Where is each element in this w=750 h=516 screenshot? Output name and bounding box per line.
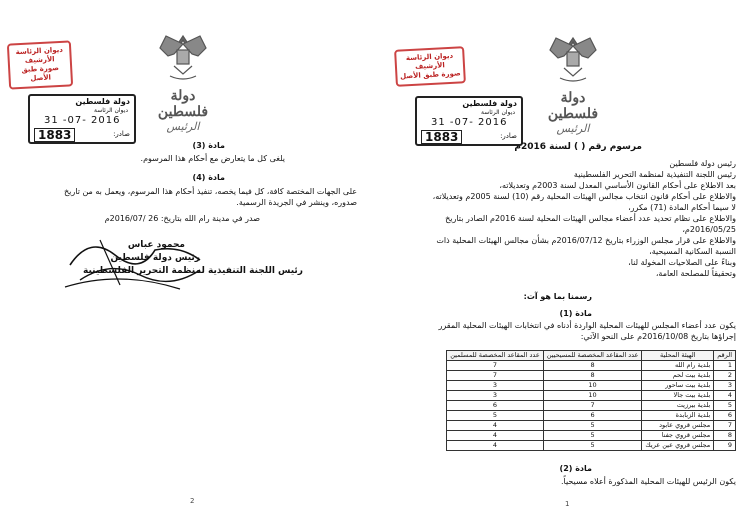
table-cell: 10 <box>543 391 642 401</box>
column-header: الرقم <box>714 351 736 361</box>
article-4-text-line: على الجهات المختصة كافة، كل فيما يخصه، تنفيذ أحكام هذا المرسوم، ويعمل به من تاريخ <box>64 187 357 196</box>
article-4-text-line: صدوره، وينشر في الجريدة الرسمية. <box>236 198 357 207</box>
preamble-line: رئيس دولة فلسطين <box>669 159 736 168</box>
preamble-line: بعد الاطلاع على أحكام القانون الأساسي المعدل لسنة 2003م وتعديلاته، <box>499 181 736 190</box>
preamble-line: والاطلاع على قرار مجلس الوزراء بتاريخ 2016/07/12م بشأن مجالس الهيئات المحلية ذات <box>436 236 736 245</box>
archive-stamp <box>7 40 73 89</box>
table-cell: 2 <box>714 371 736 381</box>
table-cell: 6 <box>447 401 544 411</box>
issued-place-date: صدر في مدينة رام الله بتاريخ: 26 /2016/07م <box>104 214 260 223</box>
table-cell: 3 <box>447 391 544 401</box>
date-stamp-issued-label: صادر: <box>113 130 130 138</box>
column-header: عدد المقاعد المخصصة للمسيحيين <box>543 351 642 361</box>
table-row <box>447 411 736 421</box>
table-cell: 8 <box>543 361 642 371</box>
table-cell: 3 <box>714 381 736 391</box>
table-cell: 9 <box>714 441 736 451</box>
eagle-emblem-icon <box>148 28 218 84</box>
signatory-title-2: رئيس اللجنة التنفيذية لمنظمة التحرير الفلسطينية <box>83 266 303 276</box>
table-cell: 5 <box>447 411 544 421</box>
preamble-line: وبناءً على الصلاحيات المخولة لنا، <box>628 258 736 267</box>
table-cell: 8 <box>714 431 736 441</box>
table-cell: 10 <box>543 381 642 391</box>
table-cell: بلدية بيت ساحور <box>642 381 714 391</box>
table-cell: 7 <box>543 401 642 411</box>
archive-stamp-line: الأرشيف <box>24 55 55 65</box>
preamble-line: لا سيما أحكام المادة (71) مكرر، <box>628 203 736 212</box>
column-header: الهيئة المحلية <box>642 351 714 361</box>
table-row <box>447 371 736 381</box>
table-cell: 6 <box>543 411 642 421</box>
table-cell: 6 <box>714 411 736 421</box>
article-1-text-line: يكون عدد أعضاء المجلس للهيئات المحلية الواردة أدناه في انتخابات الهيئات المحلية المقرر <box>438 321 736 330</box>
eagle-emblem-icon <box>538 30 608 86</box>
state-emblem <box>538 30 608 135</box>
page-number: 1 <box>565 500 570 508</box>
table-cell: 5 <box>714 401 736 411</box>
emblem-subtitle: الرئيس <box>556 122 590 135</box>
table-cell: 1 <box>714 361 736 371</box>
decree-preamble <box>433 158 736 279</box>
decree-opening: رسمنا بما هو آت: <box>523 292 592 301</box>
table-cell: بلدية رام الله <box>642 361 714 371</box>
table-cell: بلدية بيرزيت <box>642 401 714 411</box>
table-cell: 7 <box>447 361 544 371</box>
archive-stamp <box>394 46 466 87</box>
table-cell: 7 <box>714 421 736 431</box>
emblem-title: دولة فلسطين <box>547 90 599 122</box>
date-stamp-state: دولة فلسطين <box>75 97 130 106</box>
table-cell: بلدية الزبابدة <box>642 411 714 421</box>
preamble-line: النسبة السكانية المسيحية، <box>649 247 736 256</box>
archive-stamp-line: ديوان الرئاسة <box>405 51 454 63</box>
article-2-text: يكون الرئيس للهيئات المحلية المذكورة أعلاه مسيحياً. <box>560 477 736 486</box>
table-row <box>447 381 736 391</box>
archive-stamp-line: الأرشيف <box>414 61 446 71</box>
emblem-subtitle: الرئيس <box>166 120 200 133</box>
decree-heading: مرسوم رقم ( ) لسنة 2016م <box>514 142 642 152</box>
table-row <box>447 431 736 441</box>
page-number: 2 <box>190 497 195 505</box>
table-cell: 4 <box>447 441 544 451</box>
table-cell: مجلس قروي جفنا <box>642 431 714 441</box>
date-stamp <box>28 94 136 144</box>
page-1 <box>375 0 750 516</box>
date-stamp-number: 1883 <box>34 128 75 142</box>
date-stamp-office: ديوان الرئاسة <box>481 109 515 116</box>
table-row <box>447 391 736 401</box>
preamble-line: والاطلاع على نظام تحديد عدد أعضاء مجالس الهيئات المحلية لسنة 2016م الصادر بتاريخ <box>445 214 736 223</box>
preamble-line: والاطلاع على أحكام قانون انتخاب مجالس الهيئات المحلية رقم (10) لسنة 2005م وتعديلاته، <box>432 192 736 201</box>
table-row <box>447 401 736 411</box>
table-cell: 5 <box>543 441 642 451</box>
preamble-line: 2016/05/25م، <box>682 225 736 234</box>
article-4-title: مادة (4) <box>192 173 225 182</box>
article-3-title: مادة (3) <box>192 141 225 150</box>
table-cell: 8 <box>543 371 642 381</box>
date-stamp-office: ديوان الرئاسة <box>94 107 128 114</box>
date-stamp-issued-label: صادر: <box>500 132 517 140</box>
table-cell: 4 <box>714 391 736 401</box>
signatory-title-1: رئيس دولة فلسطين <box>110 253 200 263</box>
table-cell: مجلس قروي عين عريك <box>642 441 714 451</box>
table-cell: بلدية بيت جالا <box>642 391 714 401</box>
emblem-title: دولة فلسطين <box>157 88 209 120</box>
article-1-title: مادة (1) <box>559 309 592 318</box>
column-header: عدد المقاعد المخصصة للمسلمين <box>447 351 544 361</box>
table-cell: 7 <box>447 371 544 381</box>
table-cell: 4 <box>447 431 544 441</box>
preamble-line: وتحقيقاً للمصلحة العامة، <box>655 269 736 278</box>
date-stamp-date: 31 -07- 2016 <box>431 117 508 128</box>
table-cell: 3 <box>447 381 544 391</box>
seats-allocation-table <box>446 350 736 451</box>
article-2-title: مادة (2) <box>559 464 592 473</box>
table-cell: 4 <box>447 421 544 431</box>
table-row <box>447 361 736 371</box>
article-3-text: يلغى كل ما يتعارض مع أحكام هذا المرسوم. <box>140 154 285 163</box>
table-row <box>447 441 736 451</box>
table-cell: بلدية بيت لحم <box>642 371 714 381</box>
date-stamp-date: 31 -07- 2016 <box>44 115 121 126</box>
preamble-line: رئيس اللجنة التنفيذية لمنظمة التحرير الفلسطينية <box>573 170 736 179</box>
archive-stamp-line: صورة طبق الأصل <box>399 69 461 81</box>
date-stamp-state: دولة فلسطين <box>462 99 517 108</box>
archive-stamp-line: صورة طبق الأصل <box>21 64 60 83</box>
table-row <box>447 421 736 431</box>
state-emblem <box>148 28 218 133</box>
article-1-text-line: إجراؤها بتاريخ 2016/10/08م على النحو الآتي: <box>580 332 736 341</box>
signatory-name: محمود عباس <box>127 240 185 250</box>
archive-stamp-line: ديوان الرئاسة <box>15 45 64 57</box>
table-header-row <box>447 351 736 361</box>
date-stamp-number: 1883 <box>421 130 462 144</box>
date-stamp <box>415 96 523 146</box>
table-cell: 5 <box>543 431 642 441</box>
table-cell: مجلس قروي عابود <box>642 421 714 431</box>
table-cell: 5 <box>543 421 642 431</box>
